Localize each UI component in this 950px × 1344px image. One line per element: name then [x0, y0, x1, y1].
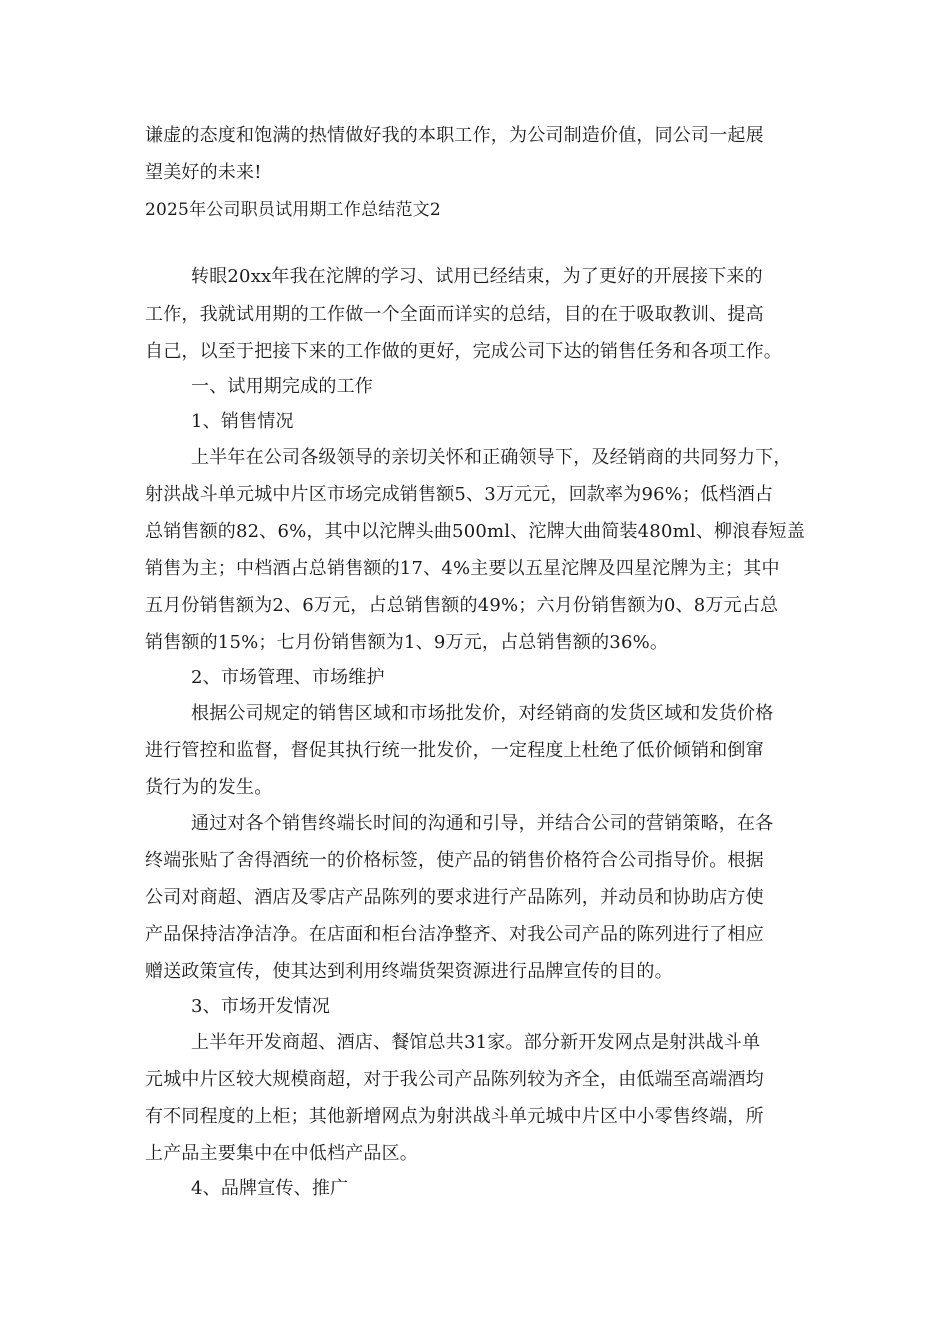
paragraph-line: 通过对各个销售终端长时间的沟通和引导，并结合公司的营销策略，在各	[191, 813, 774, 834]
text-line: 望美好的未来!	[145, 162, 262, 183]
subheading-line: 2、市场管理、市场维护	[191, 667, 385, 688]
subheading-line: 1、销售情况	[191, 411, 294, 432]
text-line: 谦虚的态度和饱满的热情做好我的本职工作，为公司制造价值，同公司一起展	[145, 125, 764, 146]
paragraph-line: 根据公司规定的销售区域和市场批发价，对经销商的发货区域和发货价格	[191, 703, 774, 724]
paragraph-line: 自己，以至于把接下来的工作做的更好，完成公司下达的销售任务和各项工作。	[145, 341, 782, 362]
paragraph-line: 终端张贴了舍得酒统一的价格标签，使产品的销售价格符合公司指导价。根据	[145, 850, 764, 871]
paragraph-line: 射洪战斗单元城中片区市场完成销售额5、3万元元，回款率为96%；低档酒占	[145, 484, 774, 505]
paragraph-line: 上产品主要集中在中低档产品区。	[145, 1143, 418, 1164]
subheading-line: 4、品牌宣传、推广	[191, 1178, 349, 1199]
section-title: 2025年公司职员试用期工作总结范文2	[145, 200, 441, 220]
paragraph-line: 公司对商超、酒店及零店产品陈列的要求进行产品陈列，并动员和协助店方使	[145, 887, 764, 908]
paragraph-line: 转眼20xx年我在沱牌的学习、试用已经结束，为了更好的开展接下来的	[191, 266, 763, 287]
paragraph-line: 上半年在公司各级领导的亲切关怀和正确领导下，及经销商的共同努力下，	[191, 447, 792, 468]
paragraph-line: 有不同程度的上柜；其他新增网点为射洪战斗单元城中片区中小零售终端，所	[145, 1106, 764, 1127]
paragraph-line: 赠送政策宣传，使其达到利用终端货架资源进行品牌宣传的目的。	[145, 961, 673, 982]
paragraph-line: 进行管控和监督，督促其执行统一批发价，一定程度上杜绝了低价倾销和倒窜	[145, 740, 764, 761]
paragraph-line: 总销售额的82、6%，其中以沱牌头曲500ml、沱牌大曲简装480ml、柳浪春短盖	[145, 521, 806, 542]
paragraph-line: 销售为主；中档酒占总销售额的17、4%主要以五星沱牌及四星沱牌为主；其中	[145, 558, 780, 579]
paragraph-line: 五月份销售额为2、6万元，占总销售额的49%；六月份销售额为0、8万元占总	[145, 595, 779, 616]
paragraph-line: 货行为的发生。	[145, 777, 273, 798]
paragraph-line: 工作，我就试用期的工作做一个全面而详实的总结，目的在于吸取教训、提高	[145, 304, 764, 325]
heading-line: 一、试用期完成的工作	[191, 376, 373, 397]
paragraph-line: 上半年开发商超、酒店、餐馆总共31家。部分新开发网点是射洪战斗单	[191, 1032, 761, 1053]
subheading-line: 3、市场开发情况	[191, 996, 331, 1017]
paragraph-line: 产品保持洁净洁净。在店面和柜台洁净整齐、对我公司产品的陈列进行了相应	[145, 924, 764, 945]
paragraph-line: 元城中片区较大规模商超，对于我公司产品陈列较为齐全，由低端至高端酒均	[145, 1069, 764, 1090]
paragraph-line: 销售额的15%；七月份销售额为1、9万元，占总销售额的36%。	[145, 632, 669, 653]
